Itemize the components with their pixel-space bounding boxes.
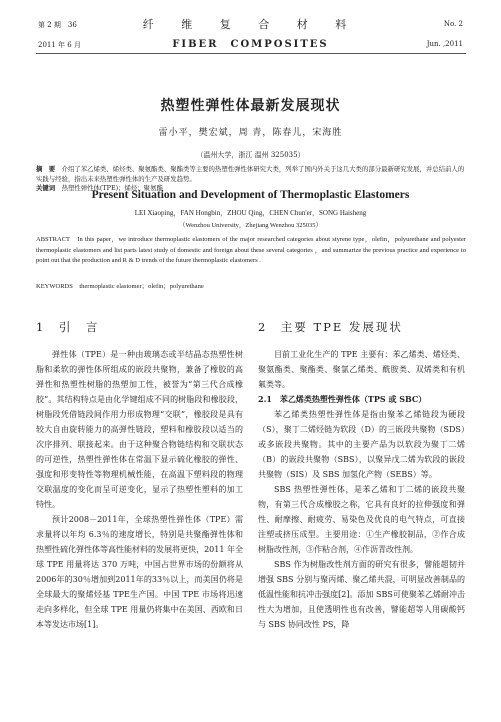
article-title-en: Present Situation and Development of Thermoplastic Elastomers (91, 189, 410, 201)
tpe-paragraph-1: 目前工业化生产的 TPE 主要有：苯乙烯类、烯烃类、聚氨酯类、聚酯类、聚氯乙烯类、酰胺类、双烯类和有机氟类等。 (258, 350, 465, 389)
right-column (258, 320, 465, 632)
issue-date-en: Jun. ,2011 (426, 40, 463, 48)
keywords-text: 热塑性弹性体(TPE)；烯烃；聚氨酯 (61, 184, 163, 192)
tpe-paragraph-3: SBS 热塑性弹性体，是苯乙烯和丁二烯的嵌段共聚物，有第三代合成橡胶之称，它具有良好的拉伸强度和弹性、耐摩擦、耐疲劳、易染色及优良的电气特点，可直接注塑或挤压成型。主要用途：①生产橡胶制品，②作合成树脂改性剂，③作粘合剂，④作沥青改性剂。 (258, 485, 465, 554)
section-heading-tpe: 2 主要 TPE 发展现状 (258, 320, 403, 334)
abstract-label: 摘 要 (36, 165, 56, 173)
section-heading-intro: 1 引 言 (36, 320, 100, 334)
keywords-en (36, 281, 466, 290)
journal-name-cn: 纤 维 复 合 材 料 (142, 18, 359, 31)
intro-paragraph-2: 预计2008－2011年，全球热塑性弹性体（TPE）需求量将以年均 6.3％的速度增长，特别是共聚酯弹性体和热塑性硫化弹性体等高性能材料的发展将更快，2011 年全球 TPE 用量将达 370 万吨，中国占世界市场的份额将从2006年的30％增加到2011年的33％以上，而美国仍将是全球最大的聚烯烃基 TPE生产国。中国 TPE 市场将迅速走向多样化，但全球 TPE 用量仍将集中在美国、西欧和日本等发达市场[1]。 (36, 515, 243, 629)
affiliation-en: （Wenzhou University，Zhejiang Wenzhou 325035） (178, 222, 323, 229)
header-rule (36, 53, 466, 54)
abstract-en-text: In this paper，we introduce thermoplastic elastomers of the major researched categories about styrene type，olefin，polyurethane and polyester thermoplastic elastomers and list parts latest study of domestic and foreign about these several categories ，and summarize the previous practice and experience to point out that the production and R & D trends of the future thermoplastic elastomers . (36, 236, 467, 264)
keywords-label: 关键词 (36, 184, 56, 192)
subsection-heading-tps: 2.1 苯乙烯类热塑性弹性体（TPS 或 SBC） (258, 394, 427, 404)
tpe-paragraph-2: 苯乙烯类热塑性弹性体是指由聚苯乙烯链段为硬段（S），聚丁二烯烃链为软段（D）的三嵌段共聚物（SDS）或多嵌段共聚物。其中的主要产品为以软段为聚丁二烯（B）的嵌段共聚物（SBS），以聚异戊二烯为软段的嵌段共聚物（SIS）及 SBS 加氢化产物（SEBS）等。 (258, 410, 465, 479)
tpe-paragraph-4: SBS 作为树脂改性剂方面的研究有很多，譬能超韧并增强 SBS 分别与聚丙烯、聚乙烯共混，可明显改善制品的低温性能和抗冲击强度[2]。添加 SBS可使聚苯乙烯耐冲击性大为增加，且使透明性也有改善，譬能超等人用碳酸钙与 SBS 协同改性 PS，降 (258, 560, 465, 629)
abstract-cn (36, 164, 466, 184)
abstract-en (36, 235, 466, 267)
affiliation: （温州大学，浙江 温州 325035） (196, 151, 305, 159)
author-list-en: LEI Xiaoping，FAN Hongbin，ZHOU Qing，CHEN Chun'er，SONG Haisheng (134, 209, 367, 217)
left-column (36, 320, 243, 632)
issue-date: 2011 年 6 月 (38, 41, 81, 49)
abstract-en-label: ABSTRACT (36, 236, 70, 243)
article-title: 热塑性弹性体最新发展现状 (160, 98, 341, 114)
intro-paragraph-1: 弹性体（TPE）是一种由玻璃态或半结晶态热塑性树脂和柔软的弹性体所组成的嵌段共聚物，兼备了橡胶的高弹性和热塑性树脂的热塑加工性，被誉为“第三代合成橡胶”。其结构特点是由化学键组成不同的树脂段和橡胶段，树脂段凭借链段间作用力形成物理“交联”，橡胶段是具有较大自由旋转能力的高弹性链段，塑料和橡胶段以适当的次序排列、联接起来。由于这种聚合物链结构和交联状态的可逆性，热塑性弹性体在常温下显示硫化橡胶的弹性、强度和形变特性等物理机械性能，在高温下塑料段的物理交联温度的变化而呈可逆变化，显示了热塑性塑料的加工特性。 (36, 350, 243, 509)
keywords-en-label: KEYWORDS (36, 283, 73, 290)
abstract-text: 介绍了苯乙烯类、烯烃类、聚氨酯类、聚酯类等主要的热塑性弹性体研究大类，列举了国内外关于这几大类的部分最新研究发展，并总结前人的实践与经验，指出未来热塑性弹性体的生产及研发趋势。 (36, 165, 465, 183)
issue-number: 第 2 期 36 (38, 21, 77, 29)
author-list: 雷小平，樊宏斌，周 青，陈春儿，宋海胜 (158, 128, 343, 138)
issue-number-en: No. 2 (443, 20, 463, 28)
journal-name-en: FIBER COMPOSITES (172, 39, 329, 50)
keywords-en-text: thermoplastic elastomer；olefin；polyurethane (79, 283, 204, 290)
